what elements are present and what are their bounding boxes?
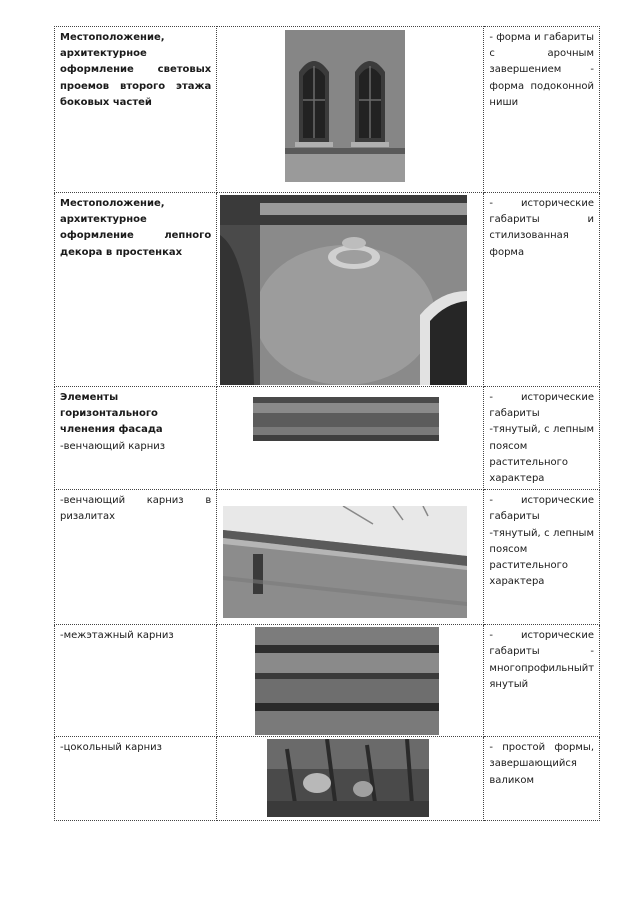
element-label: -цокольный карниз [55, 737, 217, 821]
table-row [55, 387, 600, 490]
table-row [55, 625, 600, 737]
photo-cell [217, 193, 484, 387]
photo-cell [217, 387, 484, 490]
element-label-main: Элементы горизонтального членения фасада [60, 392, 163, 436]
element-notes: - простой формы, завершающийся валиком [484, 737, 600, 821]
element-label: Местоположение, архитектурное оформление лепного декора в простенках [55, 193, 217, 387]
photo-cell [217, 737, 484, 821]
table-row [55, 193, 600, 387]
element-label-sub: -венчающий карниз [60, 440, 166, 452]
table-row [55, 490, 600, 625]
heritage-elements-table [54, 26, 600, 821]
arched-windows-photo [285, 30, 405, 182]
element-notes: - форма и габариты с арочным завершением - форма подоконной ниши [484, 27, 600, 193]
photo-cell [217, 490, 484, 625]
element-label [55, 387, 217, 490]
element-notes: - исторические габариты -тянутый, с лепным поясом растительного характера [484, 387, 600, 490]
table-row [55, 737, 600, 821]
stucco-decor-photo [220, 195, 467, 385]
crowning-cornice-photo [253, 397, 439, 441]
element-notes: - исторические габариты -тянутый, с лепным поясом растительного характера [484, 490, 600, 625]
element-label: -межэтажный карниз [55, 625, 217, 737]
photo-cell [217, 625, 484, 737]
table-row [55, 27, 600, 193]
element-label: -венчающий карниз в ризалитах [55, 490, 217, 625]
plinth-cornice-photo [267, 739, 429, 817]
interfloor-cornice-photo [255, 627, 439, 735]
element-label: Местоположение, архитектурное оформление световых проемов второго этажа боковых частей [55, 27, 217, 193]
element-notes: - исторические габариты и стилизованная форма [484, 193, 600, 387]
photo-cell [217, 27, 484, 193]
element-notes: - исторические габариты - многопрофильныйт янутый [484, 625, 600, 737]
risalit-cornice-photo [223, 506, 467, 618]
